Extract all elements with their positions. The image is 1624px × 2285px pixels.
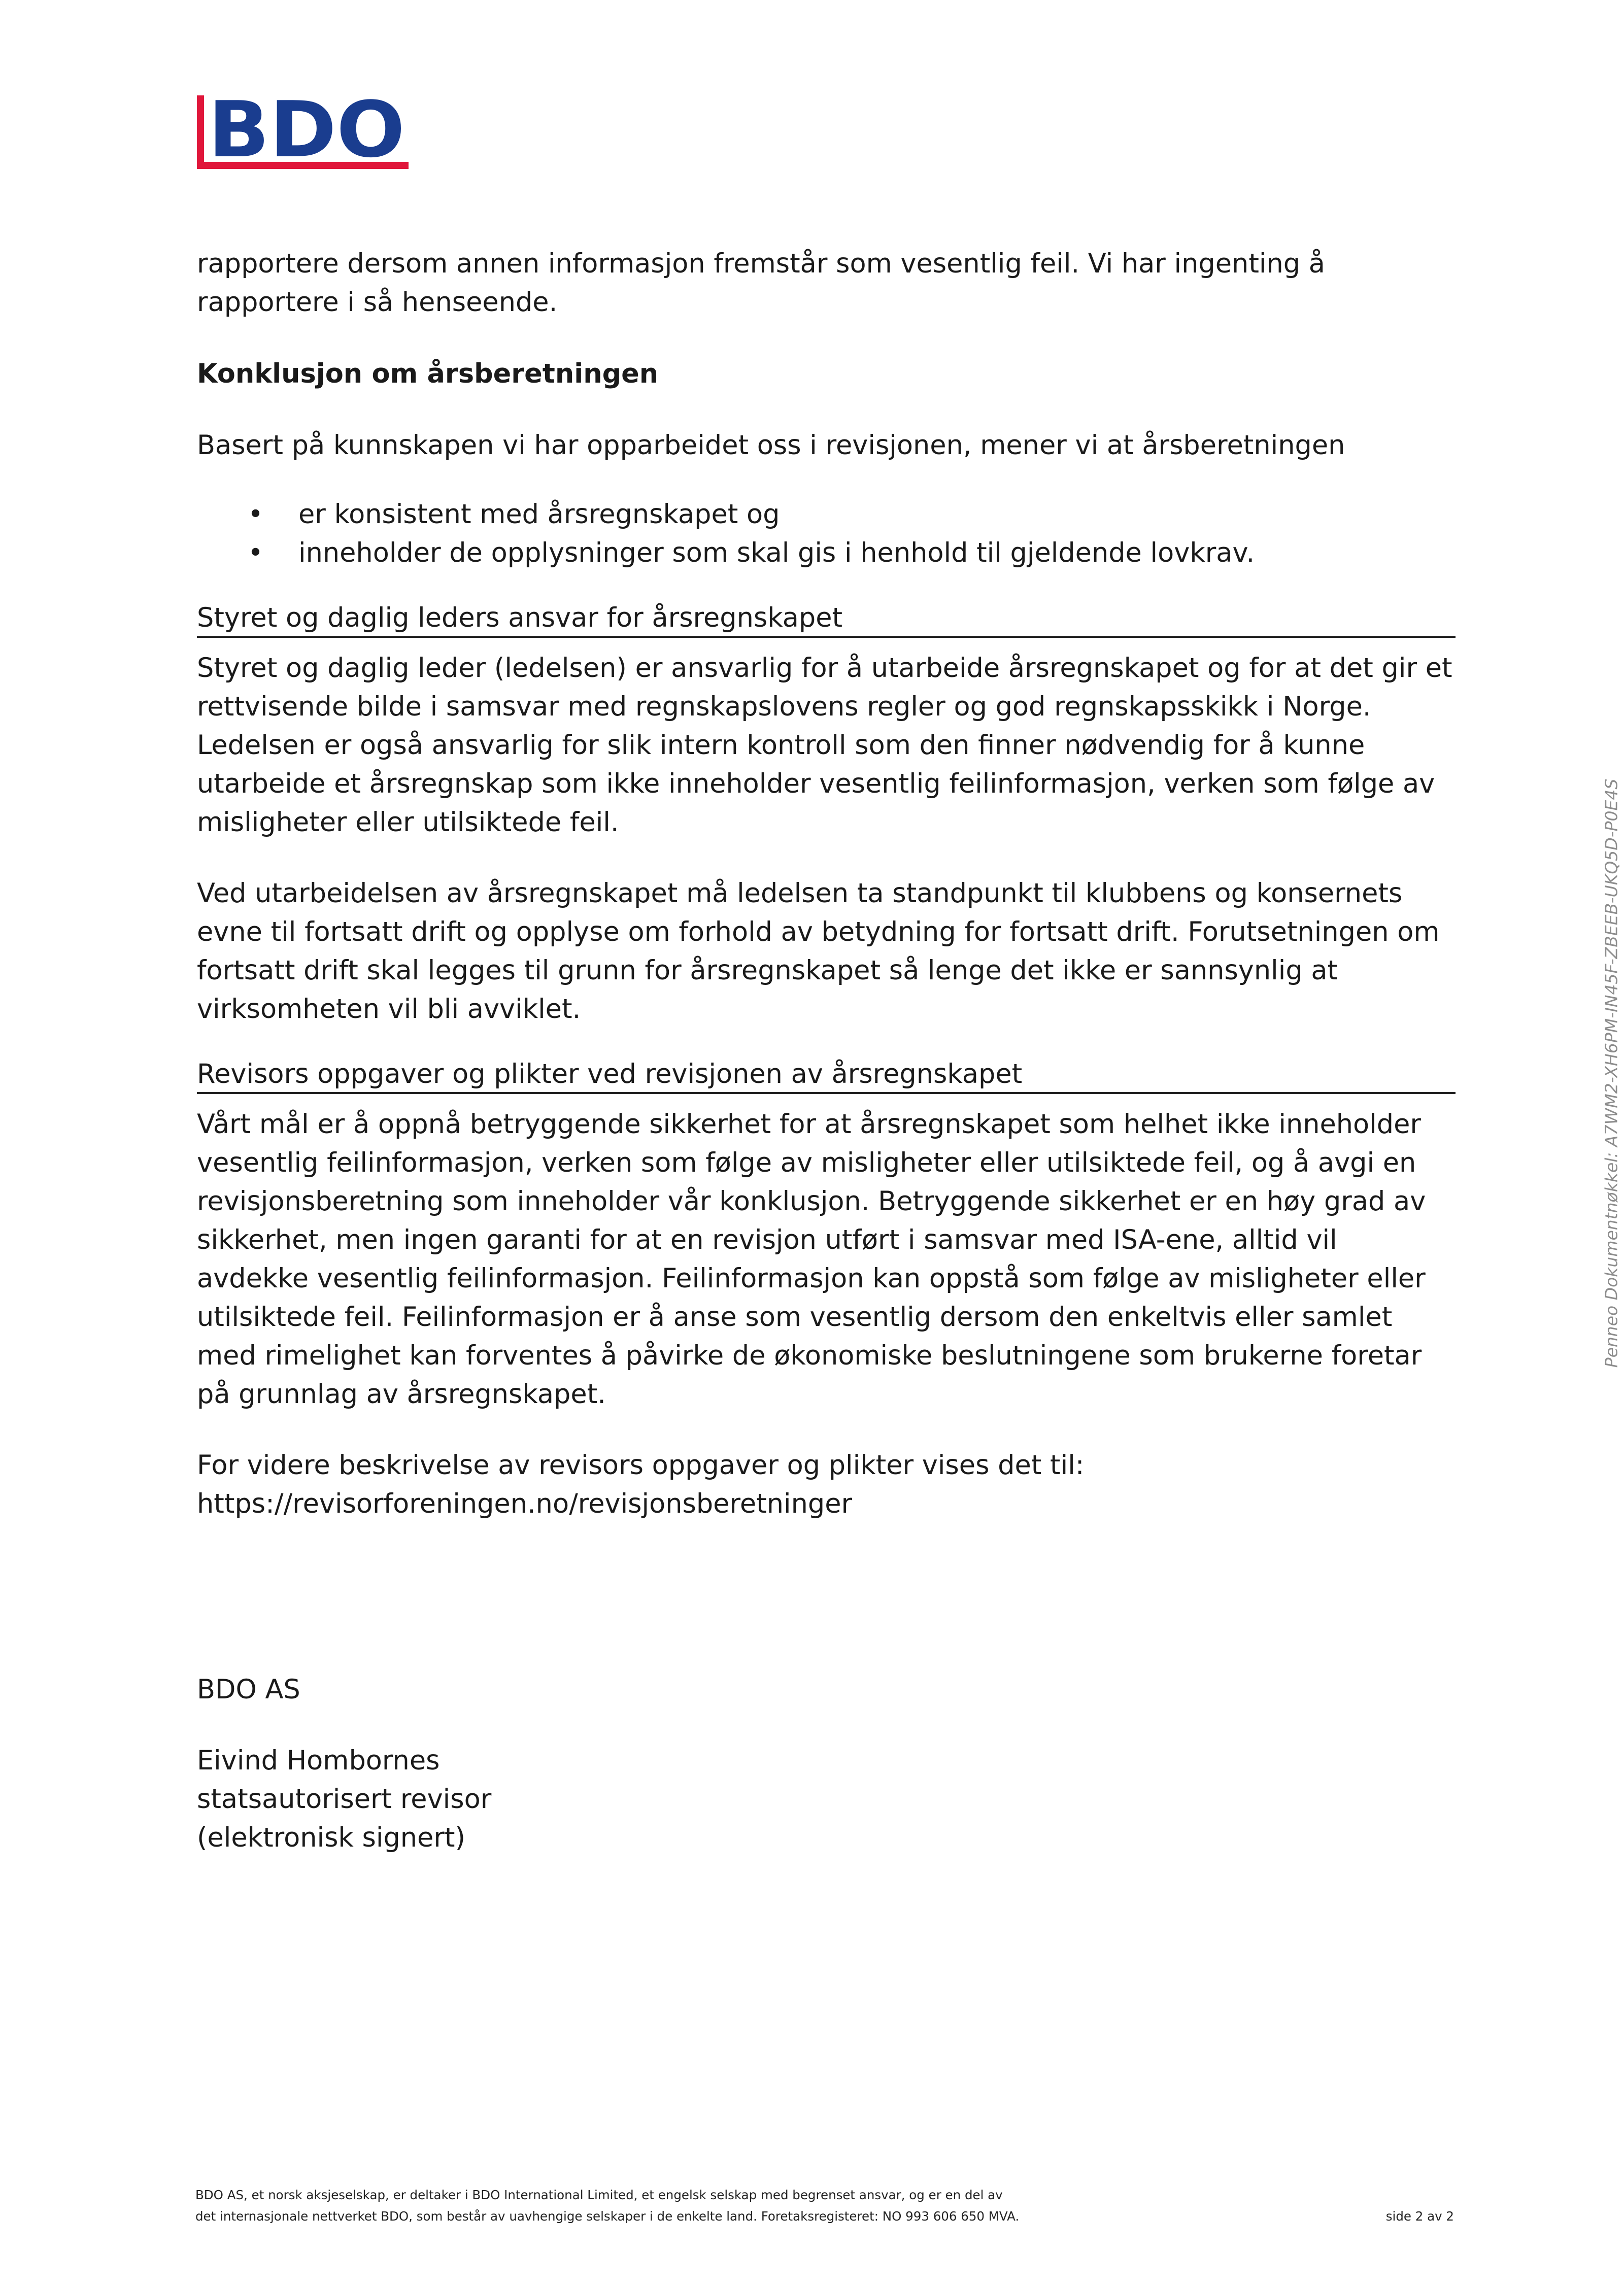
signature-company: BDO AS bbox=[197, 1674, 300, 1705]
bdo-logo bbox=[195, 91, 409, 175]
revisorforeningen-link[interactable]: https://revisorforeningen.no/revisjonsberetninger bbox=[197, 1488, 853, 1519]
list-item: • er konsistent med årsregnskapet og bbox=[197, 495, 1456, 534]
paragraph-1: rapportere dersom annen informasjon fremstår som vesentlig feil. Vi har ingenting å rapportere i så henseende. bbox=[197, 248, 1325, 318]
page-number: side 2 av 2 bbox=[1385, 2209, 1454, 2224]
heading-konklusjon: Konklusjon om årsberetningen bbox=[197, 358, 659, 389]
signer-name: Eivind Hombornes bbox=[197, 1745, 440, 1776]
footer-line-1: BDO AS, et norsk aksjeselskap, er deltaker i BDO International Limited, et engelsk selskap med begrenset ansvar, og er en del av bbox=[195, 2188, 1003, 2202]
penneo-document-key: Penneo Dokumentnøkkel: A7WM2-XH6PM-IN45F-ZBEEB-UKQ5D-P0E4S bbox=[1601, 778, 1621, 1368]
signature-note: (elektronisk signert) bbox=[197, 1822, 465, 1853]
document-body bbox=[197, 245, 1456, 1857]
paragraph-4: Ved utarbeidelsen av årsregnskapet må ledelsen ta standpunkt til klubbens og konsernets evne til fortsatt drift og opplyse om forhold av betydning for fortsatt drift. Forutsetningen om fortsatt drift skal legges til grunn for årsregnskapet så lenge det ikke er sannsynlig at virksomheten vil bli avviklet. bbox=[197, 878, 1440, 1025]
signer-title: statsautorisert revisor bbox=[197, 1784, 492, 1815]
reference-text: For videre beskrivelse av revisors oppgaver og plikter vises det til: bbox=[197, 1450, 1085, 1481]
paragraph-6 bbox=[197, 1446, 1456, 1523]
conclusion-list bbox=[197, 495, 1456, 572]
list-item: • inneholder de opplysninger som skal gis i henhold til gjeldende lovkrav. bbox=[197, 534, 1456, 572]
logo-wordmark: BDO bbox=[208, 91, 405, 175]
page-footer bbox=[195, 2185, 1454, 2227]
footer-line-2: det internasjonale nettverket BDO, som består av uavhengige selskaper i de enkelte land. Foretaksregisteret: NO 993 606 650 MVA. bbox=[195, 2209, 1020, 2224]
logo-red-bar bbox=[197, 95, 204, 169]
paragraph-2: Basert på kunnskapen vi har opparbeidet oss i revisjonen, mener vi at årsberetningen bbox=[197, 430, 1345, 461]
paragraph-3: Styret og daglig leder (ledelsen) er ansvarlig for å utarbeide årsregnskapet og for at det gir et rettvisende bilde i samsvar med regnskapslovens regler og god regnskapsskikk i Norge. Ledelsen er også ansvarlig for slik intern kontroll som den finner nødvendig for å kunne utarbeide et årsregnskap som ikke inneholder vesentlig feilinformasjon, verken som følge av misligheter eller utilsiktede feil. bbox=[197, 653, 1452, 838]
paragraph-5: Vårt mål er å oppnå betryggende sikkerhet for at årsregnskapet som helhet ikke inneholder vesentlig feilinformasjon, verken som følge av misligheter eller utilsiktede feil, og å avgi en revisjonsberetning som inneholder vår konklusjon. Betryggende sikkerhet er en høy grad av sikkerhet, men ingen garanti for at en revisjon utført i samsvar med ISA-ene, alltid vil avdekke vesentlig feilinformasjon. Feilinformasjon kan oppstå som følge av misligheter eller utilsiktede feil. Feilinformasjon er å anse som vesentlig dersom den enkeltvis eller samlet med rimelighet kan forventes å påvirke de økonomiske beslutningene som brukerne foretar på grunnlag av årsregnskapet. bbox=[197, 1109, 1426, 1410]
heading-revisors-oppgaver: Revisors oppgaver og plikter ved revisjonen av årsregnskapet bbox=[197, 1056, 1456, 1094]
heading-styret-ansvar: Styret og daglig leders ansvar for årsregnskapet bbox=[197, 600, 1456, 638]
signature-block bbox=[197, 1742, 1456, 1857]
